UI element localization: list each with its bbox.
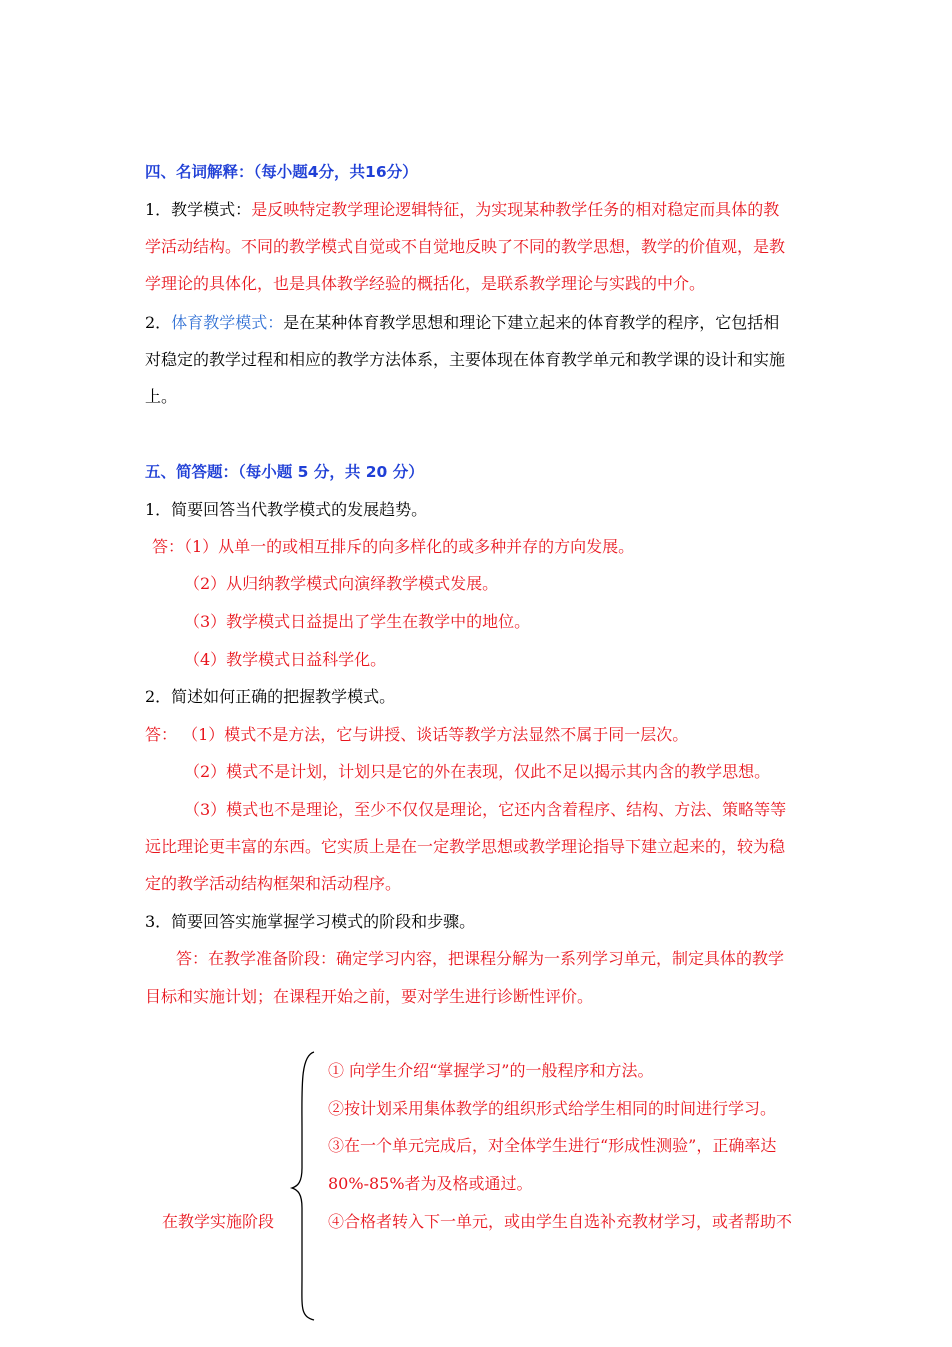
definition-text: 对稳定的教学过程和相应的教学方法体系，主要体现在体育教学单元和教学课的设计和实施 [145, 350, 786, 369]
term-name: 体育教学模式： [171, 313, 284, 332]
answer-line: 定的教学活动结构框架和活动程序。 [145, 874, 402, 893]
stage-label: 在教学实施阶段 [162, 1212, 275, 1231]
question-1: 1．简要回答当代教学模式的发展趋势。 [145, 500, 428, 519]
answer-line: 答：（1）从单一的或相互排斥的向多样化的或多种并存的方向发展。 [152, 537, 635, 556]
definition-text: 学理论的具体化，也是具体教学经验的概括化，是联系教学理论与实践的中介。 [145, 274, 706, 293]
step-item: ②按计划采用集体教学的组织形式给学生相同的时间进行学习。 [328, 1099, 777, 1118]
answer-line: 答： （1）模式不是方法，它与讲授、谈话等教学方法显然不属于同一层次。 [145, 725, 689, 744]
term-line [145, 313, 779, 333]
answer-line: 答：在教学准备阶段：确定学习内容，把课程分解为一系列学习单元，制定具体的教学 [176, 949, 785, 968]
answer-line: （3）模式也不是理论，至少不仅仅是理论，它还内含着程序、结构、方法、策略等等 [184, 800, 787, 819]
step-item: 80%-85%者为及格或通过。 [328, 1174, 533, 1193]
answer-line: 远比理论更丰富的东西。它实质上是在一定教学思想或教学理论指导下建立起来的，较为稳 [145, 837, 786, 856]
answer-line: （2）模式不是计划，计划只是它的外在表现，仅此不足以揭示其内含的教学思想。 [184, 762, 771, 781]
definition-text: 是在某种体育教学思想和理论下建立起来的体育教学的程序，它包括相 [283, 313, 780, 332]
answer-line: 目标和实施计划；在课程开始之前，要对学生进行诊断性评价。 [145, 987, 594, 1006]
answer-line: （3）教学模式日益提出了学生在教学中的地位。 [184, 612, 531, 631]
answer-line: （4）教学模式日益科学化。 [184, 650, 387, 669]
term-prefix: 1．教学模式： [145, 200, 252, 219]
step-item: ① 向学生介绍“掌握学习”的一般程序和方法。 [328, 1061, 654, 1080]
definition-text: 学活动结构。不同的教学模式自觉或不自觉地反映了不同的教学思想，教学的价值观，是教 [145, 237, 786, 256]
term-prefix: 2． [145, 313, 172, 332]
definition-text: 上。 [145, 387, 178, 406]
section-heading-5: 五、简答题：（每小题 5 分，共 20 分） [145, 463, 424, 481]
answer-line: （2）从归纳教学模式向演绎教学模式发展。 [184, 574, 499, 593]
step-item: ④合格者转入下一单元，或由学生自选补充教材学习，或者帮助不 [328, 1212, 793, 1231]
curly-brace-icon [288, 1050, 318, 1322]
term-line [145, 200, 779, 220]
definition-text: 是反映特定教学理论逻辑特征，为实现某种教学任务的相对稳定而具体的教 [251, 200, 780, 219]
section-heading-4: 四、名词解释：（每小题4分，共16分） [145, 163, 418, 181]
question-2: 2．简述如何正确的把握教学模式。 [145, 687, 396, 706]
step-item: ③在一个单元完成后，对全体学生进行“形成性测验”，正确率达 [328, 1136, 777, 1155]
question-3: 3．简要回答实施掌握学习模式的阶段和步骤。 [145, 912, 476, 931]
